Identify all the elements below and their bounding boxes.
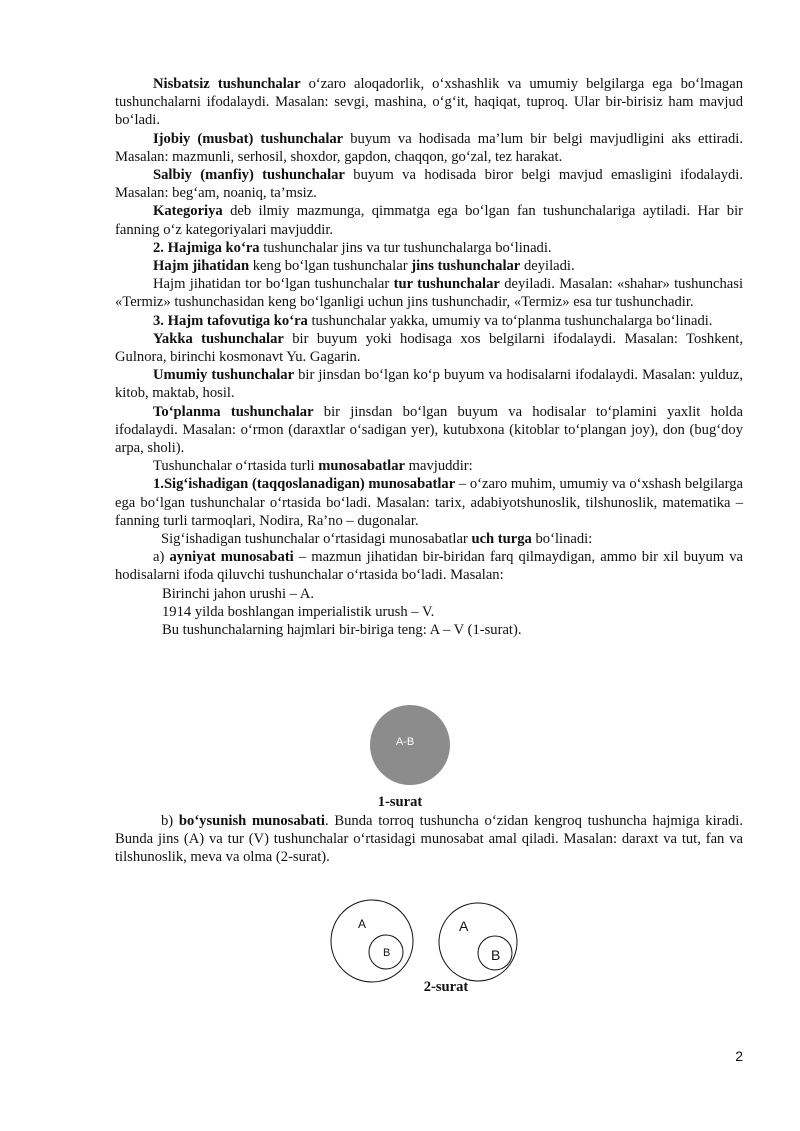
text-run: o‘zaro aloqadorlik, o‘xshashlik va umumiy belgilarga ega bo‘lmagan tushunchalarni ifodalaydi. Masalan: sevgi, mashina, o‘g‘it, haqiqat, tuproq. Ular bir-birisiz ham mavjud bo‘ladi.	[115, 76, 743, 129]
text-run: mavjuddir:	[405, 458, 473, 475]
paragraph	[115, 403, 743, 458]
bold-term: jins tushunchalar	[411, 258, 521, 275]
figure-1-caption: 1-surat	[377, 794, 423, 810]
bold-term: Hajm jihatidan	[153, 258, 250, 275]
bold-term: uch turga	[471, 531, 532, 548]
bold-term: Yakka tushunchalar	[153, 330, 284, 347]
figure-2-subordination-diagram	[328, 897, 524, 987]
paragraph	[115, 530, 743, 548]
page-number: 2	[735, 1048, 743, 1064]
text-run: bir jinsdan bo‘lgan buyum va hodisalar to‘plamini yaxlit holda ifodalaydi. Masalan: o‘rmon (daraxtlar o‘sadigan yer), kutubxona (kitoblar to‘plangan joy), don (bug‘doy arpa, sholi).	[115, 403, 743, 457]
text-block-1	[115, 75, 743, 639]
outer-circle-2	[439, 903, 517, 981]
paragraph	[115, 239, 743, 257]
paragraph	[115, 457, 743, 475]
text-run: bir buyum yoki hodisaga xos belgilarni ifodalaydi. Masalan: Toshkent, Gulnora, birinchi kosmonavt Yu. Gagarin.	[115, 330, 744, 366]
bold-term: To‘planma tushunchalar	[153, 403, 314, 420]
bold-term: 3. Hajm tafovutiga ko‘ra	[153, 312, 308, 329]
bold-term: Ijobiy (musbat) tushunchalar	[153, 130, 344, 147]
text-run: deyiladi. Masalan: «shahar» tushunchasi «Termiz» tushunchasidan keng bo‘lganligi uchun jins tushunchadir, «Termiz» esa tur tushunchadir.	[115, 276, 743, 311]
paragraph	[115, 166, 743, 202]
text-run: a)	[153, 549, 170, 566]
paragraph	[115, 366, 743, 402]
text-run: Bu tushunchalarning hajmlari bir-biriga teng: A – V (1-surat).	[162, 622, 522, 639]
paragraph	[115, 312, 743, 330]
paragraph	[115, 130, 743, 166]
figure-2-caption: 2-surat	[423, 979, 469, 995]
inner-label-1: B	[383, 947, 391, 959]
outer-circle-1	[331, 900, 413, 982]
text-run: Sig‘ishadigan tushunchalar o‘rtasidagi munosabatlar	[161, 531, 472, 548]
text-run: Hajm jihatidan tor bo‘lgan tushunchalar	[153, 276, 394, 293]
text-run: – o‘zaro muhim, umumiy va o‘xshash belgilarga ega bo‘lgan tushunchalar o‘rtasida bo‘ladi. Masalan: tarix, adabiyotshunoslik, tilshunoslik, matematika – fanning turli tarmoqlari, Nodira, Ra’no – dugonalar.	[115, 476, 743, 529]
bold-term: Umumiy tushunchalar	[153, 367, 295, 384]
bold-term: tur tushunchalar	[393, 276, 500, 293]
bold-term: 1.Sig‘ishadigan (taqqoslanadigan) munosabatlar	[153, 476, 456, 493]
bold-term: Nisbatsiz tushunchalar	[153, 76, 301, 92]
bold-term: munosabatlar	[318, 458, 405, 475]
text-run: b)	[161, 813, 179, 829]
paragraph	[115, 475, 743, 530]
paragraph	[115, 257, 743, 275]
figure-1-identity-diagram	[369, 704, 451, 786]
bold-term: Kategoriya	[153, 203, 223, 220]
outer-label-2: A	[459, 918, 469, 934]
text-run: bir jinsdan bo‘lgan ko‘p buyum va hodisalarni ifodalaydi. Masalan: yulduz, kitob, maktab, hosil.	[115, 367, 743, 402]
paragraph	[115, 275, 743, 311]
text-run: Birinchi jahon urushi – A.	[162, 585, 315, 602]
text-run: 1914 yilda boshlangan imperialistik urush – V.	[162, 603, 435, 620]
paragraph	[115, 548, 743, 584]
paragraph	[115, 603, 743, 621]
outer-label-1: A	[358, 917, 367, 931]
paragraph	[115, 330, 743, 366]
bold-term: bo‘ysunish munosabati	[178, 813, 325, 829]
bold-term: Salbiy (manfiy) tushunchalar	[153, 167, 345, 184]
text-run: . Bunda torroq tushuncha o‘zidan kengroq tushuncha hajmiga kiradi. Bunda jins (A) va tur (V) tushunchalar o‘rtasidagi munosabat amal qiladi. Masalan: daraxt va tut, fan va tilshunoslik, meva va olma (2-surat).	[115, 813, 743, 866]
text-run: buyum va hodisada biror belgi mavjud emasligini ifodalaydi. Masalan: beg‘am, noaniq, ta’msiz.	[115, 167, 743, 202]
text-run: bo‘linadi:	[531, 531, 593, 548]
text-run: – mazmun jihatidan bir-biridan farq qilmaydigan, ammo bir xil buyum va hodisalarni ifoda qiluvchi tushunchalar o‘rtasida bo‘ladi. Masalan:	[115, 549, 743, 584]
paragraph	[115, 75, 743, 130]
identity-circle-label: A-B	[395, 736, 415, 748]
bold-term: 2. Hajmiga ko‘ra	[153, 239, 260, 256]
paragraph	[115, 585, 743, 603]
bold-term: ayniyat munosabati	[169, 549, 294, 566]
text-run: keng bo‘lgan tushunchalar	[249, 258, 412, 275]
page-body	[115, 75, 743, 639]
text-block-2	[115, 812, 743, 867]
text-run: tushunchalar jins va tur tushunchalarga bo‘linadi.	[259, 239, 552, 256]
page-body-2	[115, 812, 743, 867]
text-run: Tushunchalar o‘rtasida turli	[153, 458, 319, 475]
text-run: buyum va hodisada ma’lum bir belgi mavjudligini aks ettiradi. Masalan: mazmunli, serhosil, shoxdor, gapdon, chaqqon, go‘zal, tez harakat.	[115, 130, 744, 165]
paragraph	[115, 621, 743, 639]
text-run: tushunchalar yakka, umumiy va to‘planma tushunchalarga bo‘linadi.	[307, 312, 713, 329]
paragraph	[115, 812, 743, 867]
paragraph	[115, 202, 743, 238]
inner-label-2: B	[491, 947, 501, 963]
text-run: deyiladi.	[520, 258, 575, 275]
text-run: deb ilmiy mazmunga, qimmatga ega bo‘lgan fan tushunchalariga aytiladi. Har bir fanning o‘z kategoriyalari mavjuddir.	[115, 203, 743, 238]
